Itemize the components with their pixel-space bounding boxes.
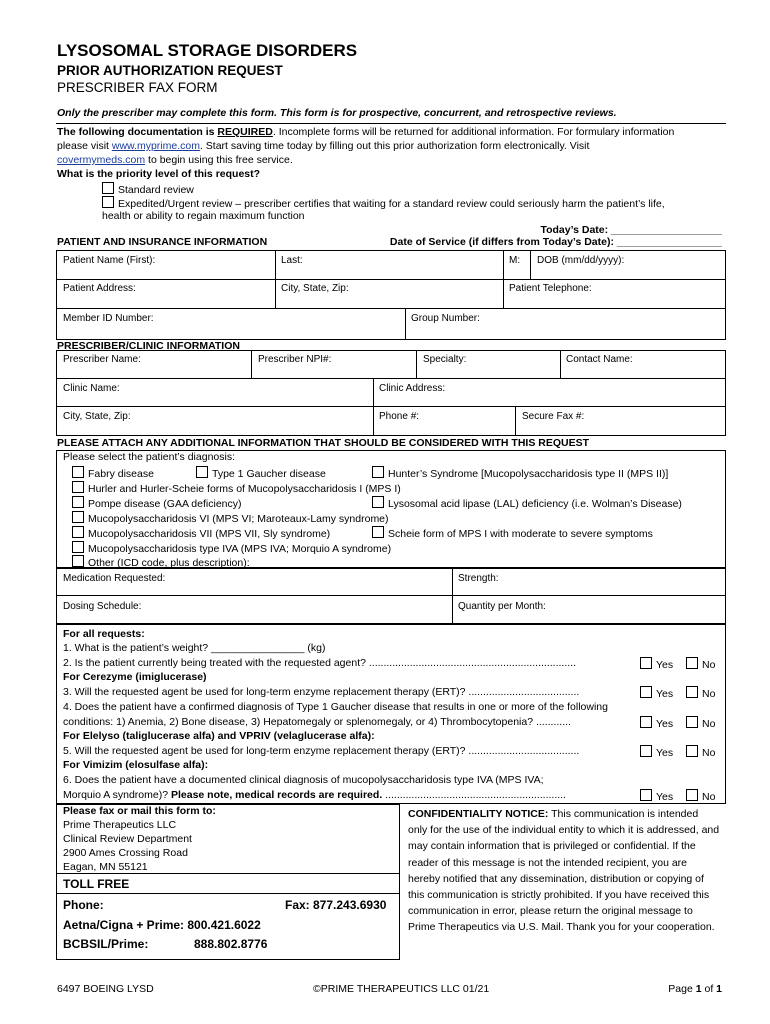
pompe-checkbox[interactable] [72,496,84,508]
dx-other: Other (ICD code, plus description): ____________________________________________________________________ [72,555,650,569]
clinic-secure-fax[interactable]: Secure Fax #: [522,411,585,422]
dx-gaucher: Type 1 Gaucher disease [196,466,326,480]
quantity-per-month[interactable]: Quantity per Month: [458,601,546,612]
cerezyme-heading: For Cerezyme (imiglucerase) [63,671,207,683]
hurler-checkbox[interactable] [72,481,84,493]
prescriber-name[interactable]: Prescriber Name: [63,354,141,365]
vimizim-heading: For Vimizim (elosulfase alfa): [63,759,209,771]
priority-urgent: Expedited/Urgent review – prescriber certifies that waiting for a standard review could seriously harm the patient’s life, [102,196,665,210]
fax-mail-heading: Please fax or mail this form to: [63,805,216,817]
dx-hurler: Hurler and Hurler-Scheie forms of Mucopolysaccharidosis I (MPS I) [72,481,401,495]
phone-label: Phone: [63,898,104,912]
q2-no: No [686,657,715,671]
clinic-city[interactable]: City, State, Zip: [63,411,131,422]
fax-number: Fax: 877.243.6930 [285,898,387,912]
elelyso-heading: For Elelyso (taliglucerase alfa) and VPRIV (velaglucerase alfa): [63,730,375,742]
documentation-line-2: please visit www.myprime.com. Start saving time today by filling out this prior authorization form electronically. Visit [57,140,590,152]
question-6: 6. Does the patient have a documented clinical diagnosis of mucopolysaccharidosis type IVA (MPS IVA; [63,774,544,786]
patient-address[interactable]: Patient Address: [63,283,136,294]
diagnosis-heading: PLEASE ATTACH ANY ADDITIONAL INFORMATION THAT SHOULD BE CONSIDERED WITH THIS REQUEST [57,437,589,449]
q6-yes: Yes [640,789,673,803]
form-subtitle: PRIOR AUTHORIZATION REQUEST [57,63,283,78]
form-type: PRESCRIBER FAX FORM [57,80,218,95]
priority-standard: Standard review [102,182,194,196]
lal-checkbox[interactable] [372,496,384,508]
mps6-checkbox[interactable] [72,511,84,523]
gaucher-checkbox[interactable] [196,466,208,478]
contact-org: Prime Therapeutics LLC [63,819,177,831]
hunter-checkbox[interactable] [372,466,384,478]
patient-city[interactable]: City, State, Zip: [281,283,349,294]
mps7-checkbox[interactable] [72,526,84,538]
q2-no-checkbox[interactable] [686,657,698,669]
question-3: 3. Will the requested agent be used for long-term enzyme replacement therapy (ERT)? ...................................... [63,686,580,698]
q5-no-checkbox[interactable] [686,745,698,757]
footer-code: 6497 BOEING LYSD [57,983,154,995]
date-of-service[interactable]: Date of Service (if differs from Today’s Date): __________________ [389,236,722,248]
myprime-link[interactable]: www.myprime.com [111,140,200,152]
priority-urgent-cont: health or ability to regain maximum function [102,210,305,222]
q3-yes: Yes [640,686,673,700]
all-requests-heading: For all requests: [63,628,145,640]
prescriber-heading: PRESCRIBER/CLINIC INFORMATION [57,340,240,352]
medication-strength[interactable]: Strength: [458,573,499,584]
other-checkbox[interactable] [72,555,84,567]
clinic-address[interactable]: Clinic Address: [379,383,446,394]
medication-requested[interactable]: Medication Requested: [63,573,166,584]
q3-no: No [686,686,715,700]
fabry-checkbox[interactable] [72,466,84,478]
dx-lal: Lysosomal acid lipase (LAL) deficiency (i.e. Wolman’s Disease) [372,496,682,510]
documentation-line-1: The following documentation is REQUIRED. Incomplete forms will be returned for additional information. For formulary information [57,126,675,138]
dx-fabry: Fabry disease [72,466,154,480]
member-id[interactable]: Member ID Number: [63,313,154,324]
confidentiality-notice: CONFIDENTIALITY NOTICE: This communication is intended only for the use of the individual entity to which it is addressed, and may contain information that is privileged or confidential. If the reader of this message is not the intended recipient, you are hereby notified that any dissemination, distribution or copying of this communication is strictly prohibited. If you have received this communication in error, please return the original message to Prime Therapeutics via U.S. Mail. Thank you for your cooperation. [408,808,720,934]
patient-dob[interactable]: DOB (mm/dd/yyyy): [537,255,625,266]
urgent-review-checkbox[interactable] [102,196,114,208]
clinic-phone[interactable]: Phone #: [379,411,420,422]
patient-first-name[interactable]: Patient Name (First): [63,255,156,266]
q3-no-checkbox[interactable] [686,686,698,698]
scheie-checkbox[interactable] [372,526,384,538]
documentation-line-3: covermymeds.com to begin using this free service. [57,154,293,166]
aetna-phone: Aetna/Cigna + Prime: 800.421.6022 [63,918,261,932]
q5-no: No [686,745,715,759]
todays-date[interactable]: Today’s Date: ___________________ [540,224,722,236]
dx-hunter: Hunter’s Syndrome [Mucopolysaccharidosis type II (MPS II)] [372,466,668,480]
patient-middle-initial[interactable]: M: [509,255,521,266]
mps4a-checkbox[interactable] [72,541,84,553]
clinic-name[interactable]: Clinic Name: [63,383,120,394]
contact-name[interactable]: Contact Name: [566,354,633,365]
dosing-schedule[interactable]: Dosing Schedule: [63,601,142,612]
footer-page: Page 1 of 1 [668,983,722,995]
question-5: 5. Will the requested agent be used for long-term enzyme replacement therapy (ERT)? ...................................... [63,745,580,757]
dx-mps4a: Mucopolysaccharidosis type IVA (MPS IVA; Morquio A syndrome) [72,541,391,555]
q5-yes: Yes [640,745,673,759]
patient-last-name[interactable]: Last: [281,255,303,266]
contact-dept: Clinical Review Department [63,833,192,845]
contact-street: 2900 Ames Crossing Road [63,847,188,859]
standard-review-checkbox[interactable] [102,182,114,194]
header-rule [56,123,726,124]
q6-no: No [686,789,715,803]
dx-mps6: Mucopolysaccharidosis VI (MPS VI; Maroteaux-Lamy syndrome) [72,511,389,525]
q4-no: No [686,716,715,730]
bcbsil-label: BCBSIL/Prime: [63,937,149,951]
prescriber-specialty[interactable]: Specialty: [423,354,467,365]
dx-mps7: Mucopolysaccharidosis VII (MPS VII, Sly syndrome) [72,526,330,540]
question-4-cont: conditions: 1) Anemia, 2) Bone disease, 3) Hepatomegaly or splenomegaly, or 4) Thrombocytopenia? ............ [63,716,571,728]
question-4: 4. Does the patient have a confirmed diagnosis of Type 1 Gaucher disease that results in one or more of the following [63,701,608,713]
dx-pompe: Pompe disease (GAA deficiency) [72,496,242,510]
dx-scheie: Scheie form of MPS I with moderate to severe symptoms [372,526,653,540]
priority-question: What is the priority level of this request? [57,168,261,180]
q4-yes-checkbox[interactable] [640,716,652,728]
question-1: 1. What is the patient’s weight? ________________ (kg) [63,642,326,654]
q2-yes-checkbox[interactable] [640,657,652,669]
q5-yes-checkbox[interactable] [640,745,652,757]
toll-free-label: TOLL FREE [63,877,130,891]
patient-telephone[interactable]: Patient Telephone: [509,283,592,294]
covermymeds-link[interactable]: covermymeds.com [57,154,146,166]
patient-table [56,250,726,340]
contact-city: Eagan, MN 55121 [63,861,148,873]
footer-copyright: ©PRIME THERAPEUTICS LLC 01/21 [313,983,490,995]
question-6-cont: Morquio A syndrome)? Please note, medical records are required. .............................................................. [63,789,567,801]
form-title: LYSOSOMAL STORAGE DISORDERS [57,41,358,60]
group-number[interactable]: Group Number: [411,313,480,324]
prescriber-note: Only the prescriber may complete this form. This form is for prospective, concurrent, and retrospective reviews. [57,107,617,119]
prescriber-npi[interactable]: Prescriber NPI#: [258,354,332,365]
q4-no-checkbox[interactable] [686,716,698,728]
q2-yes: Yes [640,657,673,671]
q6-no-checkbox[interactable] [686,789,698,801]
question-2: 2. Is the patient currently being treated with the requested agent? ....................................................................... [63,657,576,669]
q6-yes-checkbox[interactable] [640,789,652,801]
patient-heading: PATIENT AND INSURANCE INFORMATION [57,236,268,248]
q3-yes-checkbox[interactable] [640,686,652,698]
q4-yes: Yes [640,716,673,730]
diagnosis-prompt: Please select the patient’s diagnosis: [63,451,235,463]
bcbsil-number: 888.802.8776 [194,937,268,951]
